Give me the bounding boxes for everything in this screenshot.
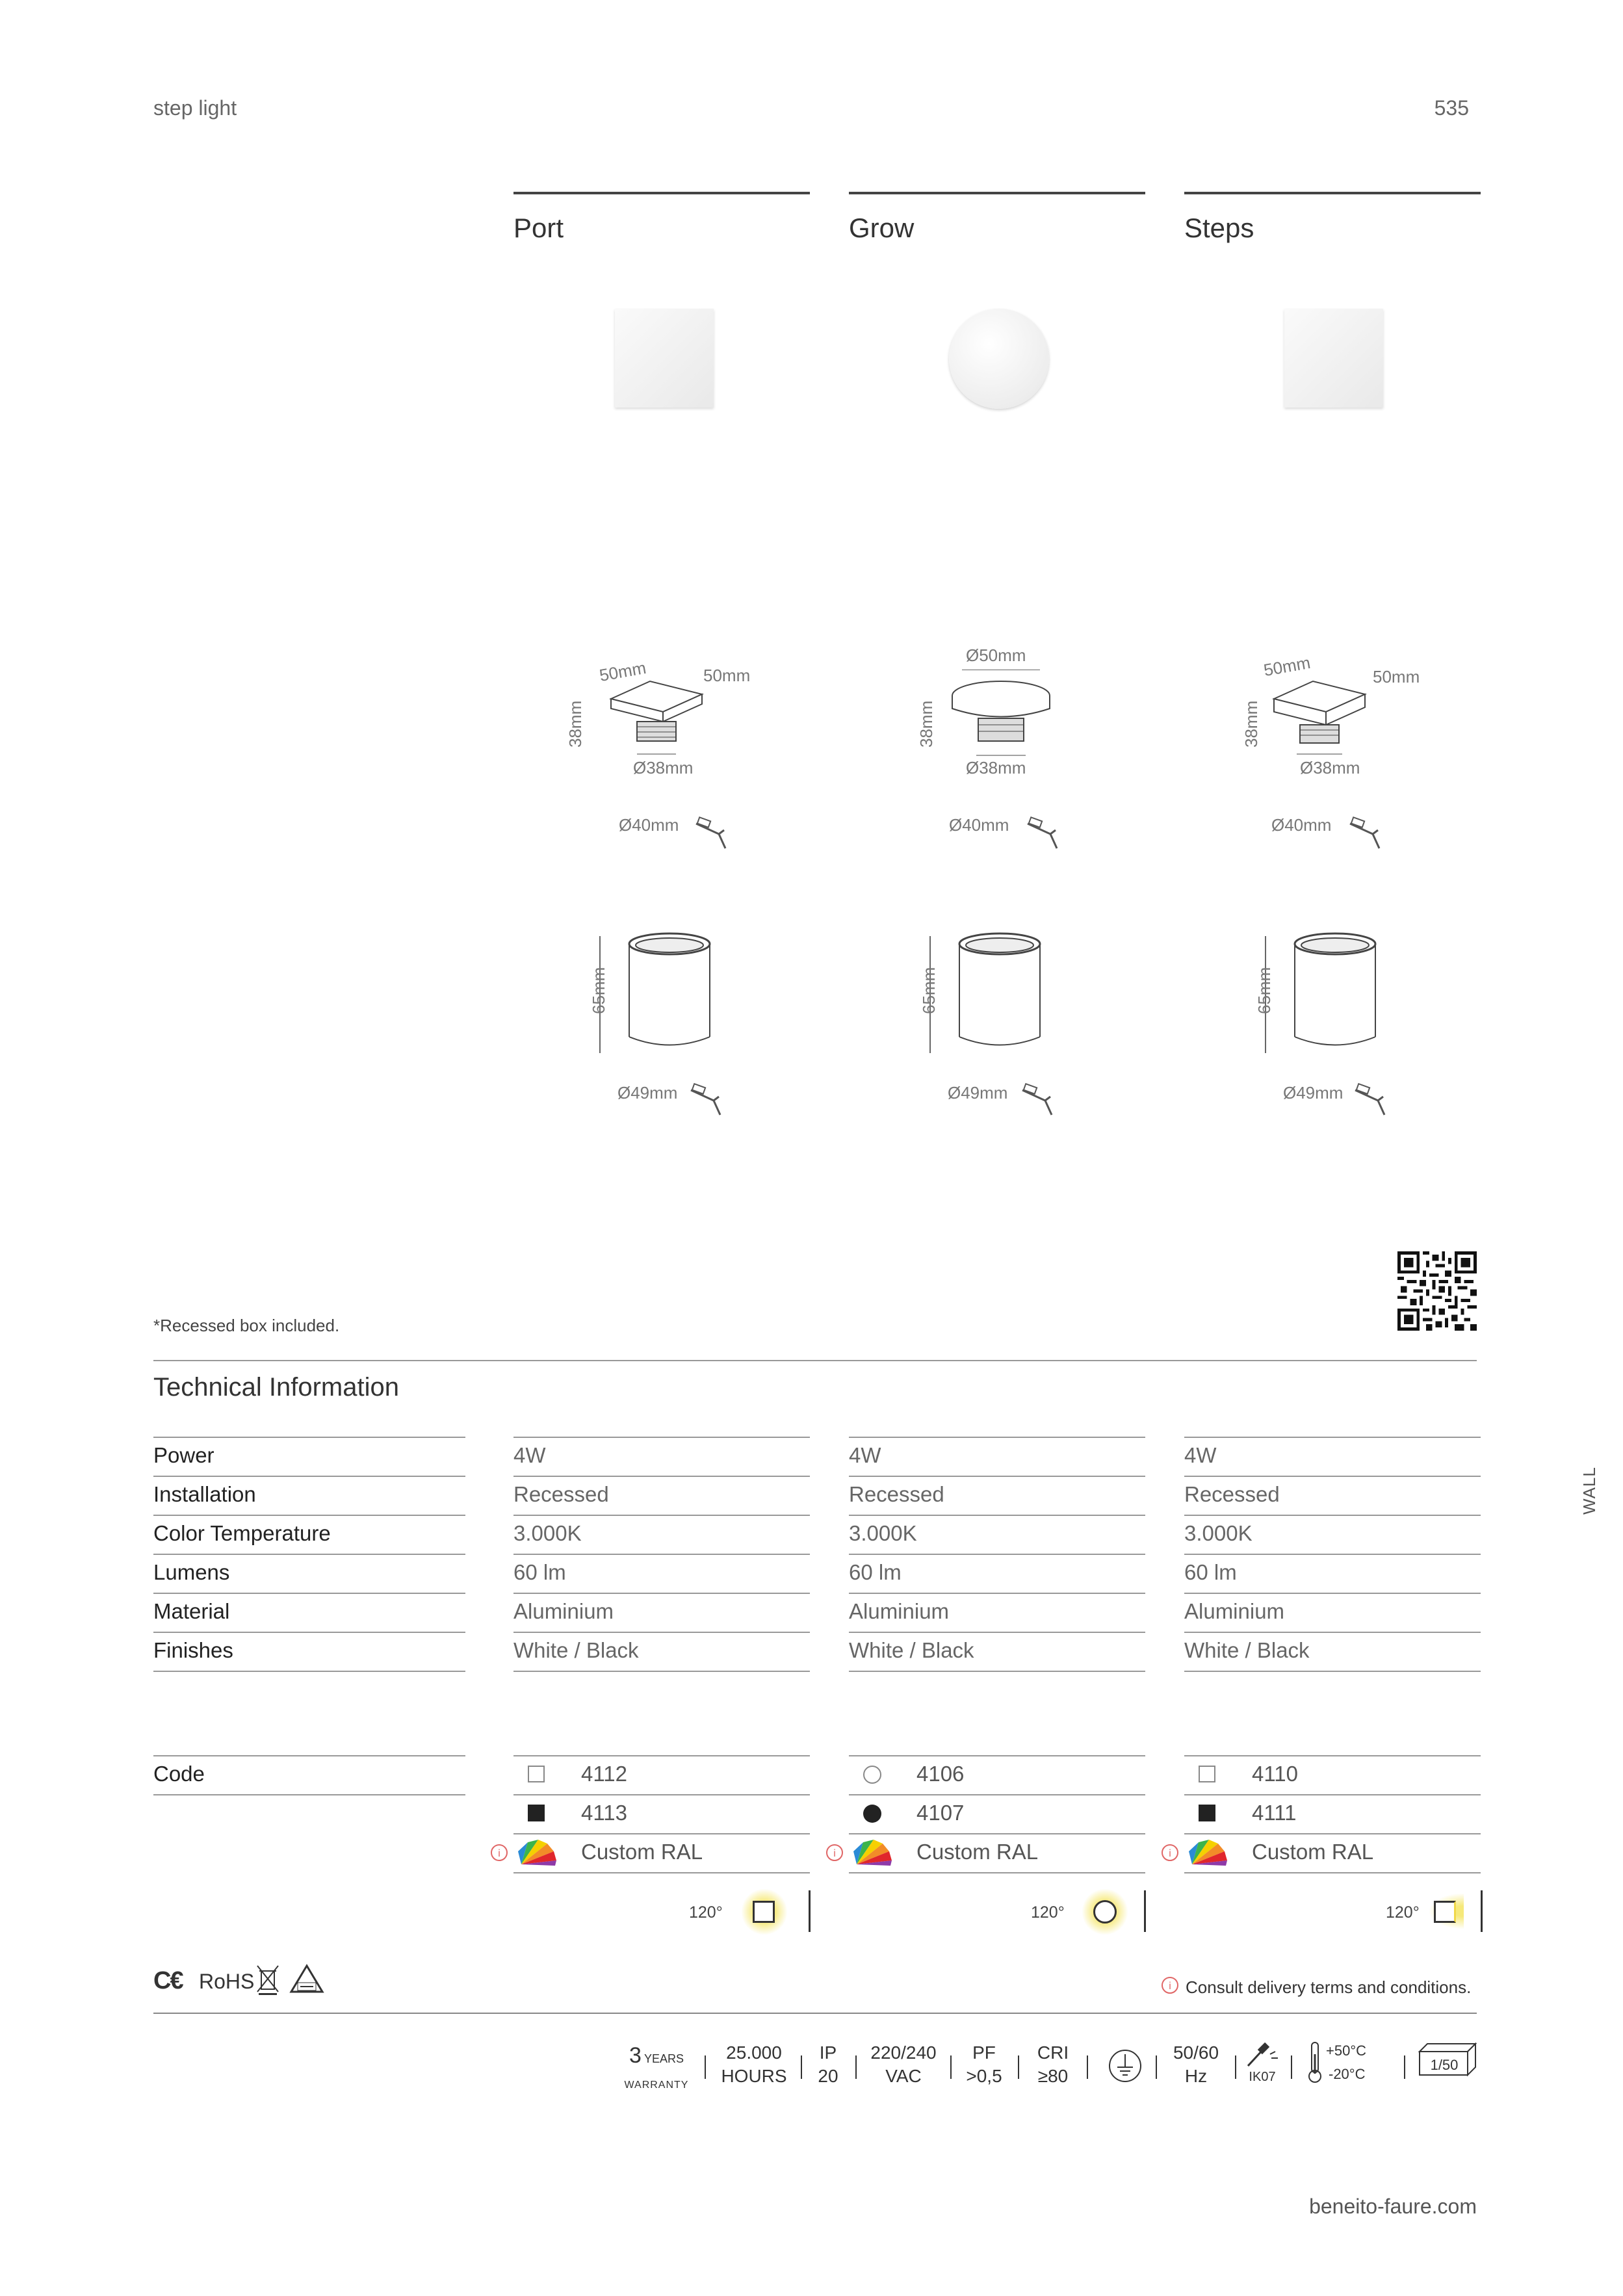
info-icon[interactable] [490,1844,508,1862]
product-name: Grow [849,213,915,243]
qr-code-icon[interactable] [1397,1251,1477,1331]
product-photo-steps [1284,309,1383,408]
rohs-mark: RoHS [199,1970,255,1993]
value-installation: Recessed [849,1476,1145,1513]
dimension-height: 38mm [916,700,936,748]
spec-divider [855,2055,857,2079]
product-name: Steps [1184,213,1254,243]
box-height: 65mm [919,967,939,1014]
row-divider [849,1671,1145,1672]
code-custom-ral: Custom RAL [513,1833,810,1871]
drill-icon [1352,1082,1397,1121]
frequency: 50/60 Hz [1173,2042,1219,2086]
value-lumens: 60 lm [513,1554,810,1591]
product-column-port [513,192,810,244]
svg-text:i: i [1169,1981,1171,1992]
value-power: 4W [1184,1437,1481,1474]
value-installation: Recessed [513,1476,810,1513]
ral-color-fan-icon [850,1838,896,1867]
temp-min: -20°C [1329,2066,1366,2082]
row-divider [153,1671,465,1672]
row-divider [1184,1671,1481,1672]
value-material: Aluminium [1184,1593,1481,1630]
ce-mark-icon: C€ [153,1967,183,1994]
code-white: 4112 [513,1755,810,1793]
row-label-power: Power [153,1437,465,1474]
side-tab-wall: WALL [1579,1467,1599,1515]
value-material: Aluminium [849,1593,1145,1630]
info-icon[interactable] [825,1844,844,1862]
weee-bin-icon [255,1963,281,1996]
spec-divider [1291,2055,1292,2079]
row-divider [513,1872,810,1873]
lifetime-hours: 25.000 HOURS [721,2042,787,2086]
product-name: Port [513,213,564,243]
impact-hammer-icon [1244,2042,1280,2068]
vertical-divider [1144,1890,1146,1932]
value-installation: Recessed [1184,1476,1481,1513]
value-color-temperature: 3.000K [513,1515,810,1552]
dimension-diameter: Ø38mm [633,758,694,777]
box-height: 65mm [589,967,608,1014]
svg-text:i: i [833,1848,836,1859]
info-icon[interactable] [1161,1844,1179,1862]
box-cut-diameter: Ø49mm [617,1083,678,1102]
value-material: Aluminium [513,1593,810,1630]
product-column-grow [849,192,1145,244]
value-finishes: White / Black [513,1632,810,1669]
consult-note: Consult delivery terms and conditions. [1186,1977,1472,1997]
value-power: 4W [849,1437,1145,1474]
row-label-finishes: Finishes [153,1632,465,1669]
finish-white-swatch-icon [1199,1766,1215,1782]
ip-rating: IP 20 [818,2042,838,2086]
beam-angle: 120° [1031,1903,1065,1922]
beam-angle: 120° [689,1903,723,1922]
cut-out-diameter: Ø40mm [619,815,679,835]
value-power: 4W [513,1437,810,1474]
spec-divider [1235,2055,1236,2079]
dimension-diameter-top: Ø50mm [966,646,1026,665]
dimension-height: 38mm [565,700,585,748]
steps-fixture-icon [1434,1901,1456,1923]
dimension-diameter: Ø38mm [966,758,1026,777]
row-divider [1184,1872,1481,1873]
warranty-badge: 3 YEARS WARRANTY [624,2043,689,2091]
dimension-width: 50mm [1262,652,1312,681]
row-label-installation: Installation [153,1476,465,1513]
pack-quantity: 1/50 [1430,2057,1459,2073]
cut-out-diameter: Ø40mm [1271,815,1332,835]
temp-max: +50°C [1326,2042,1367,2059]
vertical-divider [809,1890,811,1932]
voltage: 220/240 VAC [870,2042,937,2086]
finish-black-swatch-icon [863,1805,881,1823]
row-label-code: Code [153,1755,465,1793]
spec-divider [1404,2055,1405,2079]
spec-divider [1087,2055,1088,2079]
ik-rating: IK07 [1249,2070,1276,2084]
page-number: 535 [1434,96,1469,120]
svg-text:i: i [1169,1848,1171,1859]
product-photo-grow [949,309,1049,409]
finish-black-swatch-icon [528,1805,545,1821]
dimension-height: 38mm [1241,700,1261,748]
section-title: step light [153,96,237,120]
dimension-depth: 50mm [1373,667,1420,686]
power-factor: PF >0,5 [966,2042,1002,2086]
spec-divider [705,2055,706,2079]
row-label-material: Material [153,1593,465,1630]
row-divider [153,1794,465,1795]
finish-white-swatch-icon [863,1766,881,1784]
dimension-width: 50mm [597,657,648,686]
ral-color-fan-icon [1186,1838,1231,1867]
row-label-lumens: Lumens [153,1554,465,1591]
cri: CRI ≥80 [1037,2042,1069,2086]
footer-url[interactable]: beneito-faure.com [1309,2195,1477,2218]
divider [153,2013,1477,2014]
product-column-steps [1184,192,1481,244]
code-white: 4110 [1184,1755,1481,1793]
drill-icon [1019,1082,1065,1121]
divider [153,1360,1477,1361]
dimension-depth: 50mm [703,666,751,685]
code-black: 4107 [849,1794,1145,1832]
square-fixture-icon [753,1901,775,1923]
svg-text:i: i [498,1848,500,1859]
drill-icon [1347,816,1392,855]
spec-divider [1156,2055,1157,2079]
row-divider [849,1872,1145,1873]
thermometer-icon [1306,2041,1323,2084]
box-cut-diameter: Ø49mm [948,1083,1008,1102]
ral-color-fan-icon [515,1838,560,1867]
value-finishes: White / Black [849,1632,1145,1669]
code-black: 4113 [513,1794,810,1832]
info-icon[interactable] [1161,1976,1179,1994]
spec-divider [1018,2055,1019,2079]
value-finishes: White / Black [1184,1632,1481,1669]
code-black: 4111 [1184,1794,1481,1832]
code-custom-ral: Custom RAL [1184,1833,1481,1871]
box-height: 65mm [1254,967,1274,1014]
spec-divider [950,2055,952,2079]
value-color-temperature: 3.000K [1184,1515,1481,1552]
value-color-temperature: 3.000K [849,1515,1145,1552]
vertical-divider [1481,1890,1483,1932]
round-fixture-icon [1093,1900,1117,1924]
drill-icon [688,1082,733,1121]
finish-white-swatch-icon [528,1766,545,1782]
code-custom-ral: Custom RAL [849,1833,1145,1871]
row-label-color-temperature: Color Temperature [153,1515,465,1552]
drill-icon [1024,816,1070,855]
code-white: 4106 [849,1755,1145,1793]
enec-mark-icon [289,1963,325,1996]
row-divider [513,1671,810,1672]
dimension-diameter: Ø38mm [1300,758,1360,777]
beam-angle: 120° [1386,1903,1420,1922]
finish-black-swatch-icon [1199,1805,1215,1821]
drill-icon [693,816,738,855]
box-cut-diameter: Ø49mm [1283,1083,1344,1102]
earth-ground-icon [1108,2048,1143,2084]
cut-out-diameter: Ø40mm [949,815,1009,835]
recessed-box-note: *Recessed box included. [153,1316,340,1335]
value-lumens: 60 lm [849,1554,1145,1591]
product-photo-port [615,309,714,408]
technical-info-title: Technical Information [153,1373,399,1402]
value-lumens: 60 lm [1184,1554,1481,1591]
spec-divider [801,2055,802,2079]
